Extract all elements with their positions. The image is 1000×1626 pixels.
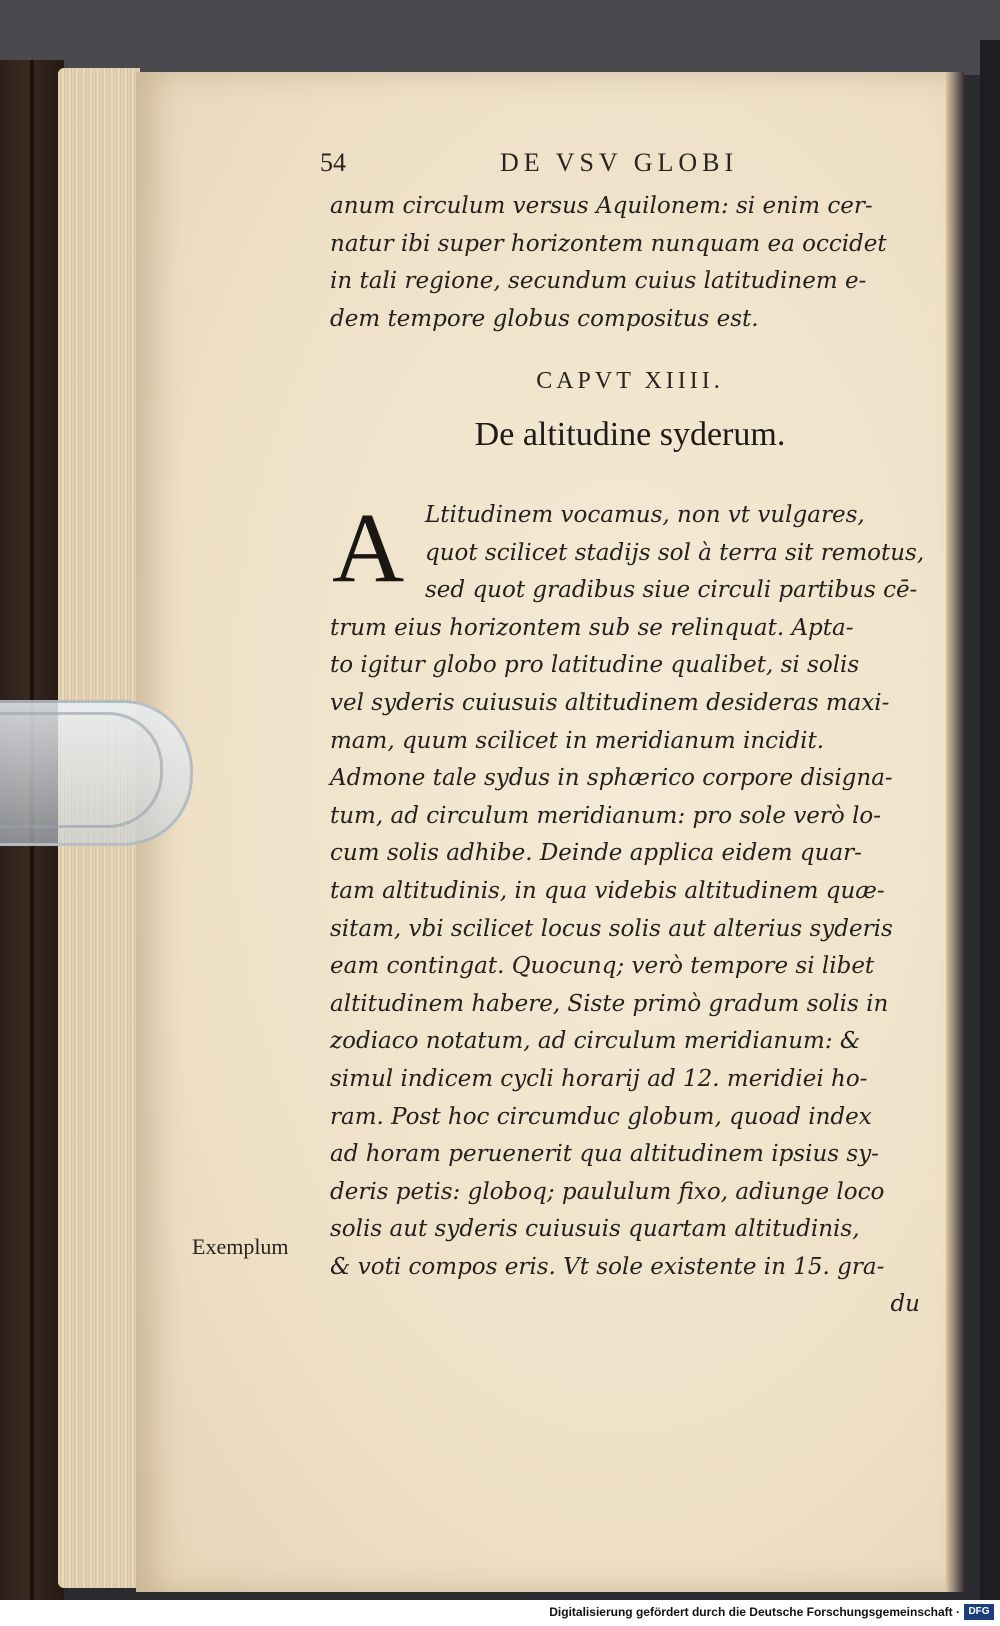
dfg-logo: DFG	[964, 1604, 994, 1620]
text-line: sed quot gradibus siue circuli partibus cē-	[425, 577, 918, 604]
page-number: 54	[320, 148, 346, 177]
text-line: in tali regione, secundum cuius latitudinem e-	[330, 268, 867, 295]
text-line: sitam, vbi scilicet locus solis aut alterius syderis	[330, 915, 893, 942]
text-line: ram. Post hoc circumduc globum, quoad index	[330, 1103, 872, 1130]
scanner-background-right	[980, 40, 1000, 1626]
text-line: cum solis adhibe. Deinde applica eidem quar-	[330, 840, 862, 867]
text-line: quot scilicet stadijs sol à terra sit remotus,	[425, 539, 925, 566]
page-clip-inner	[0, 712, 163, 828]
text-line: deris petis: globoq; paululum fixo, adiunge loco	[330, 1178, 885, 1205]
text-line: to igitur globo pro latitudine qualibet, si solis	[330, 652, 860, 679]
text-line: tum, ad circulum meridianum: pro sole verò lo-	[330, 802, 882, 829]
page-gutter-edge	[946, 72, 964, 1592]
footer-credit: Digitalisierung gefördert durch die Deutsche Forschungsgemeinschaft ·	[549, 1605, 960, 1619]
chapter-number: CAPVT XIIII.	[536, 368, 724, 394]
text-line: Ltitudinem vocamus, non vt vulgares,	[425, 502, 865, 528]
running-head: DE VSV GLOBI	[500, 148, 739, 177]
text-line: altitudinem habere, Siste primò gradum solis in	[330, 990, 889, 1017]
chapter-body	[330, 492, 930, 1324]
text-line: simul indicem cycli horarij ad 12. meridiei ho-	[330, 1065, 868, 1092]
text-line: mam, quum scilicet in meridianum incidit.	[330, 727, 825, 754]
text-line: zodiaco notatum, ad circulum meridianum: &	[330, 1028, 861, 1055]
margin-note: Exemplum	[192, 1234, 289, 1259]
paragraph-continuation	[330, 188, 930, 338]
text-line: ad horam peruenerit qua altitudinem ipsius sy-	[330, 1141, 879, 1168]
page-header	[320, 148, 940, 184]
text-line: anum circulum versus Aquilonem: si enim cer-	[330, 193, 873, 219]
text-line: & voti compos eris. Vt sole existente in 15. gra-	[330, 1253, 885, 1280]
text-line: natur ibi super horizontem nunquam ea occidet	[330, 230, 887, 257]
chapter-title: De altitudine syderum.	[474, 416, 786, 453]
text-line: Admone tale sydus in sphærico corpore disigna-	[330, 765, 893, 792]
text-line: solis aut syderis cuiusuis quartam altitudinis,	[330, 1216, 860, 1243]
text-line: eam contingat. Quocunq; verò tempore si libet	[330, 953, 875, 980]
text-line: dem tempore globus compositus est.	[330, 305, 759, 332]
text-line: vel syderis cuiusuis altitudinem desideras maxi-	[330, 689, 890, 716]
text-line: du	[890, 1291, 920, 1318]
text-line: tam altitudinis, in qua videbis altitudinem quæ-	[330, 877, 885, 904]
text-line: trum eius horizontem sub se relinquat. Apta-	[330, 614, 854, 641]
scanner-background	[0, 0, 1000, 75]
drop-cap: A	[332, 492, 405, 603]
